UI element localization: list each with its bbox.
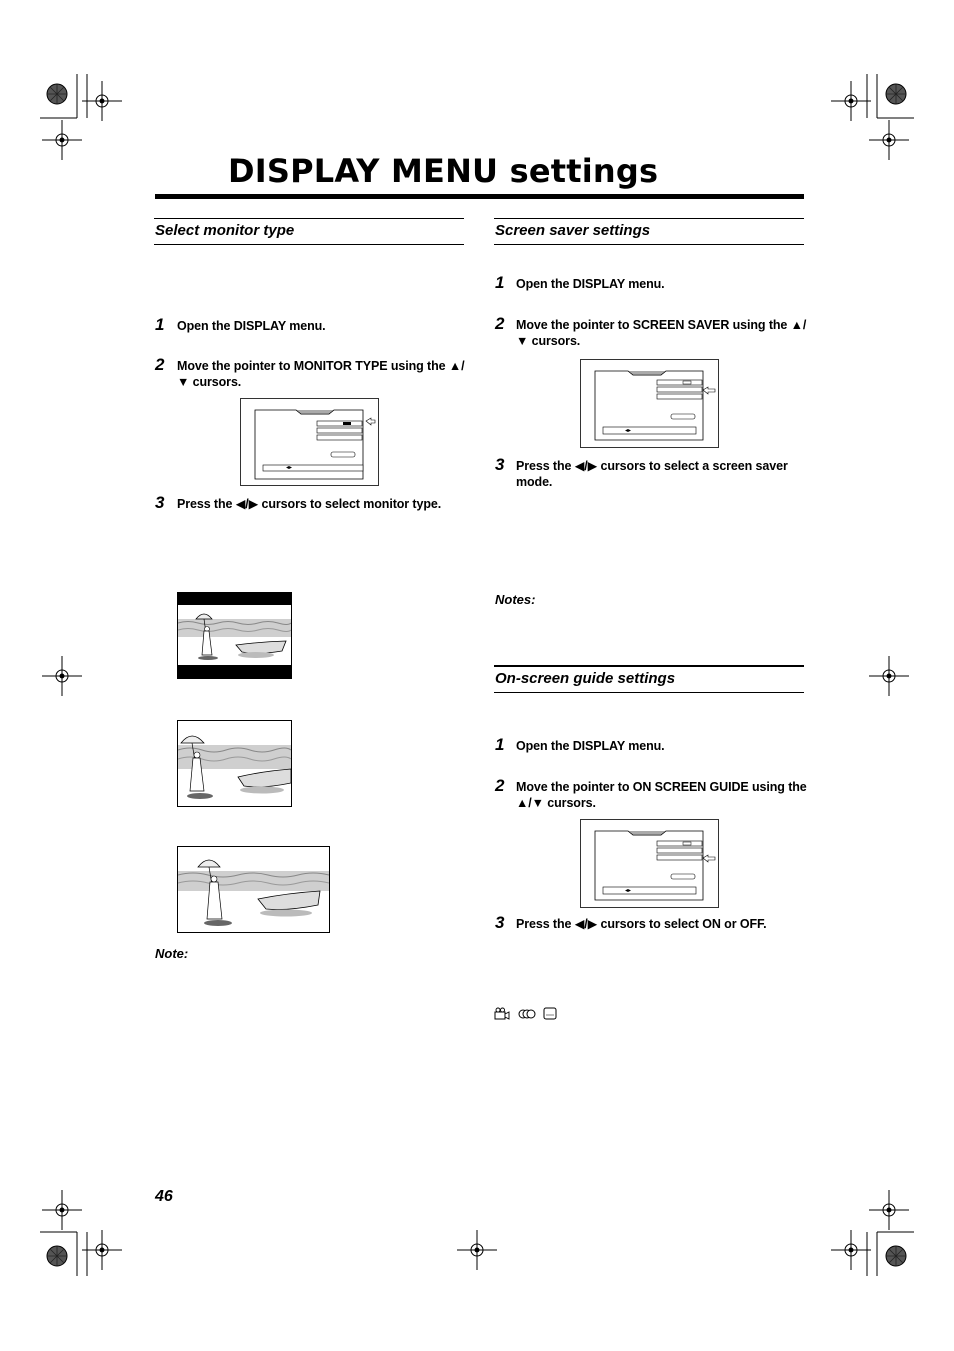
- step-number: 3: [495, 913, 505, 932]
- audio-icon: [518, 1009, 536, 1019]
- angle-icon: [494, 1007, 510, 1020]
- notes-label: Notes:: [495, 592, 536, 607]
- step-text: Press the ◀/▶ cursors to select ON or OFF.: [516, 917, 767, 931]
- section-rule: [494, 692, 804, 693]
- page-number: 46: [155, 1188, 173, 1205]
- step-number: 2: [495, 776, 505, 795]
- step-number: 3: [155, 493, 165, 512]
- section-rule: [494, 244, 804, 245]
- section-rule: [154, 244, 464, 245]
- step-number: 1: [155, 315, 165, 334]
- step-text: Open the DISPLAY menu.: [516, 277, 665, 291]
- step-text: Move the pointer to MONITOR TYPE using the ▲/▼ cursors.: [177, 359, 465, 389]
- wide-image: [177, 846, 330, 933]
- subtitle-icon: [543, 1007, 557, 1020]
- section-heading-guide: On-screen guide settings: [495, 670, 676, 687]
- step-text: Move the pointer to SCREEN SAVER using the ▲/▼ cursors.: [516, 318, 807, 348]
- cursor-hint-glyph: ◂▸: [625, 888, 632, 894]
- step-text: Move the pointer to ON SCREEN GUIDE using the ▲/▼ cursors.: [516, 780, 807, 810]
- note-label: Note:: [155, 946, 189, 961]
- cursor-hint-glyph: ◂▸: [625, 428, 632, 434]
- step-number: 1: [495, 273, 505, 292]
- step-number: 2: [495, 314, 505, 333]
- display-menu-screen: [580, 819, 719, 908]
- step-number: 2: [155, 355, 165, 374]
- title-rule: [155, 194, 804, 199]
- step-number: 3: [495, 455, 505, 474]
- display-menu-screen: [580, 359, 719, 448]
- step-text: Press the ◀/▶ cursors to select a screen saver mode.: [516, 459, 788, 489]
- section-rule: [494, 218, 804, 219]
- step-text: Open the DISPLAY menu.: [177, 319, 326, 333]
- display-menu-screen: [240, 398, 379, 486]
- section-heading-monitor: Select monitor type: [155, 222, 295, 239]
- letterbox-image: [177, 592, 292, 679]
- section-rule: [494, 665, 804, 667]
- section-rule: [154, 218, 464, 219]
- step-text: Open the DISPLAY menu.: [516, 739, 665, 753]
- section-heading-screensaver: Screen saver settings: [495, 222, 651, 239]
- step-text: Press the ◀/▶ cursors to select monitor type.: [177, 497, 442, 511]
- page-title: DISPLAY MENU settings: [228, 152, 659, 190]
- cursor-hint-glyph: ◂▸: [286, 465, 293, 471]
- step-number: 1: [495, 735, 505, 754]
- pan-scan-image: [177, 720, 292, 807]
